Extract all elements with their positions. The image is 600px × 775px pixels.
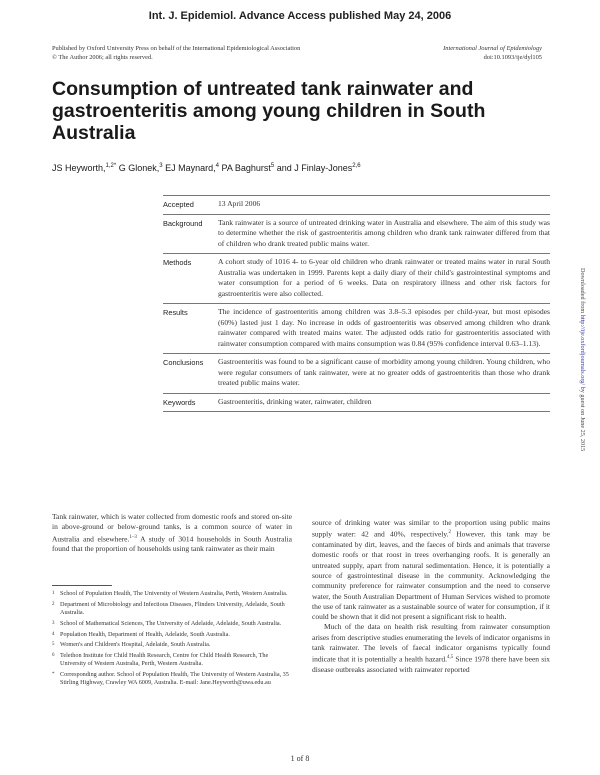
abstract-row-results — [163, 304, 550, 354]
abstract-label: Results — [163, 308, 188, 317]
footnote — [52, 601, 292, 617]
download-prefix: Downloaded from — [579, 268, 586, 315]
author-affiliation: 3 — [159, 163, 163, 169]
journal-info — [443, 44, 542, 62]
abstract-row-accepted — [163, 195, 550, 215]
abstract-row-keywords — [163, 394, 550, 413]
citation-ref[interactable]: 2 — [448, 530, 451, 536]
abstract-text: 13 April 2006 — [218, 199, 261, 208]
citation-ref[interactable]: 4,5 — [446, 655, 454, 661]
footnote-text: Telethon Institute for Child Health Research, Centre for Child Health Research, The University of Western Australia, Perth, Western Australia. — [60, 652, 269, 668]
page-number: 1 of 8 — [290, 754, 310, 763]
abstract-label: Accepted — [163, 200, 194, 209]
footnote-text: Population Health, Department of Health, Adelaide, South Australia. — [60, 630, 230, 638]
footnote-text: School of Mathematical Sciences, The University of Adelaide, Adelaide, South Australia. — [60, 619, 282, 627]
footnote-text: Corresponding author. School of Population Health, The University of Western Australia, 35 Stirling Highway, Crawley WA 6009, Australia. E-mail: Jane.Heyworth@uwa.edu.au — [60, 671, 289, 687]
abstract-label: Background — [163, 218, 203, 228]
footnote — [52, 631, 292, 639]
abstract-text: Tank rainwater is a source of untreated drinking water in Australia and elsewhere. The aim of this study was to determine whether the risk of gastroenteritis among children who drank tank rainwater differed from that of children who drank treated public mains water. — [218, 217, 550, 248]
footnote — [52, 652, 292, 668]
body-paragraph: Tank rainwater, which is water collected from domestic roofs and stored on-site in above-ground or below-ground tanks, is a common source of water in Australia and elsewhere.$^{1-3}$ A study of 3014 households in South Australia found that the proportion of households using tank rainwater as their main — [52, 512, 292, 554]
journal-name: International Journal of Epidemiology — [443, 45, 542, 52]
footnote-marker: 2 — [52, 601, 55, 607]
abstract-row-methods — [163, 254, 550, 304]
body-paragraph: Much of the data on health risk resulting from rainwater consumption arises from descriptive studies enumerating the levels of indicator organisms in tank rainwater. The levels of faecal indicator organisms typically found indicate that it is potentially a health hazard.$^{4,5}$ Since 1978 there have been six disease outbreaks associated with rainwater reported — [312, 622, 550, 675]
footnote-marker: 4 — [52, 631, 55, 637]
author-affiliation: 2,6 — [352, 163, 361, 169]
author-affiliation: 4 — [215, 163, 219, 169]
footnote-text: Department of Microbiology and Infectious Diseases, Flinders University, Adelaide, South Australia. — [60, 600, 285, 616]
article-title: Consumption of untreated tank rainwater and gastroenteritis among young children in South Australia — [52, 78, 486, 144]
footnote-marker: 5 — [52, 642, 55, 648]
author-affiliation: 1,2* — [105, 163, 117, 169]
abstract-row-conclusions — [163, 354, 550, 394]
advance-access-banner: Int. J. Epidemiol. Advance Access published May 24, 2006 — [148, 10, 452, 22]
footnote-corresponding-author — [52, 671, 292, 687]
download-suffix: by guest on June 25, 2015 — [579, 385, 586, 452]
publisher-line: Published by Oxford University Press on behalf of the International Epidemiological Association — [52, 45, 301, 52]
doi: doi:10.1093/ije/dyl105 — [483, 54, 542, 61]
body-column-right — [312, 518, 550, 675]
abstract-label: Conclusions — [163, 358, 204, 367]
footnote-divider — [52, 585, 112, 586]
citation-ref[interactable]: 1–3 — [129, 534, 137, 540]
journal-url-link[interactable]: http://ije.oxfordjournals.org/ — [579, 314, 586, 386]
footnote — [52, 620, 292, 628]
body-paragraph: source of drinking water was similar to the proportion using public mains supply water: 42 and 40%, respectively.$^2$ However, this tank may be contaminated by dirt, leaves, and the faeces of birds and animals that traverse domestic roofs or that roost in trees overhanging roofs. It is generally an untreated supply, apart from natural sedimentation. Hence, it is potentially a source of gastrointestinal disease in the community. Acknowledging the community preference for rainwater consumption and the need to conserve water, the South Australian Department of Human Services wished to promote the use of tank rainwater as a sustainable source of water for consumption, if it could be shown that it did not present a significant risk to health. — [312, 518, 550, 622]
abstract-label: Methods — [163, 258, 192, 267]
abstract-text: Gastroenteritis was found to be a significant cause of morbidity among young children. Young children, who were regular consumers of tank rainwater, were at no greater odds of gastroenteritis than those who drank treated public mains water. — [218, 357, 550, 387]
abstract-text: Gastroenteritis, drinking water, rainwater, children — [218, 396, 372, 406]
copyright-line: © The Author 2006; all rights reserved. — [52, 54, 153, 61]
author-name: JS Heyworth, — [52, 163, 106, 173]
abstract-text: The incidence of gastroenteritis among children was 3.8–5.3 episodes per child-year, but most episodes (60%) lasted just 1 day. No increase in odds of gastroenteritis was observed among children who drank rainwater compared with treated mains water. The adjusted odds ratio for gastroenteritis associated with rainwater consumption compared with mains consumption was 0.84 (95% confidence interval 0.63–1.13). — [218, 307, 550, 348]
author-name: PA Baghurst — [221, 163, 271, 173]
body-column-left — [52, 512, 292, 555]
footnote-marker: 1 — [52, 591, 55, 596]
publisher-info — [52, 44, 300, 62]
footnote-text: Women's and Children's Hospital, Adelaide, South Australia. — [60, 641, 211, 649]
footnote-marker: * — [52, 672, 55, 678]
author-name: and J Finlay-Jones — [276, 163, 353, 173]
abstract-box — [163, 195, 550, 412]
footnote-text: School of Population Health, The University of Western Australia, Perth, Western Australia. — [60, 590, 288, 597]
footnotes — [52, 590, 292, 690]
footnote — [52, 590, 292, 598]
footnote-marker: 3 — [52, 620, 55, 626]
author-list — [52, 163, 552, 173]
abstract-label: Keywords — [163, 397, 196, 407]
author-affiliation: 5 — [270, 163, 275, 169]
download-sidebar — [579, 268, 586, 451]
author-name: G Glonek, — [118, 163, 160, 173]
footnote — [52, 641, 292, 649]
footnote-marker: 6 — [52, 653, 55, 659]
author-name: EJ Maynard, — [165, 163, 216, 173]
abstract-text: A cohort study of 1016 4- to 6-year old children who drank rainwater or treated mains water in rural South Australia was undertaken in 1999. Parents kept a daily diary of their child's gastrointestinal symptoms and water consumption for a period of 6 weeks. Data on respiratory illness and other risk factors for gastroenteritis were also collected. — [218, 257, 550, 298]
abstract-row-background — [163, 215, 550, 255]
